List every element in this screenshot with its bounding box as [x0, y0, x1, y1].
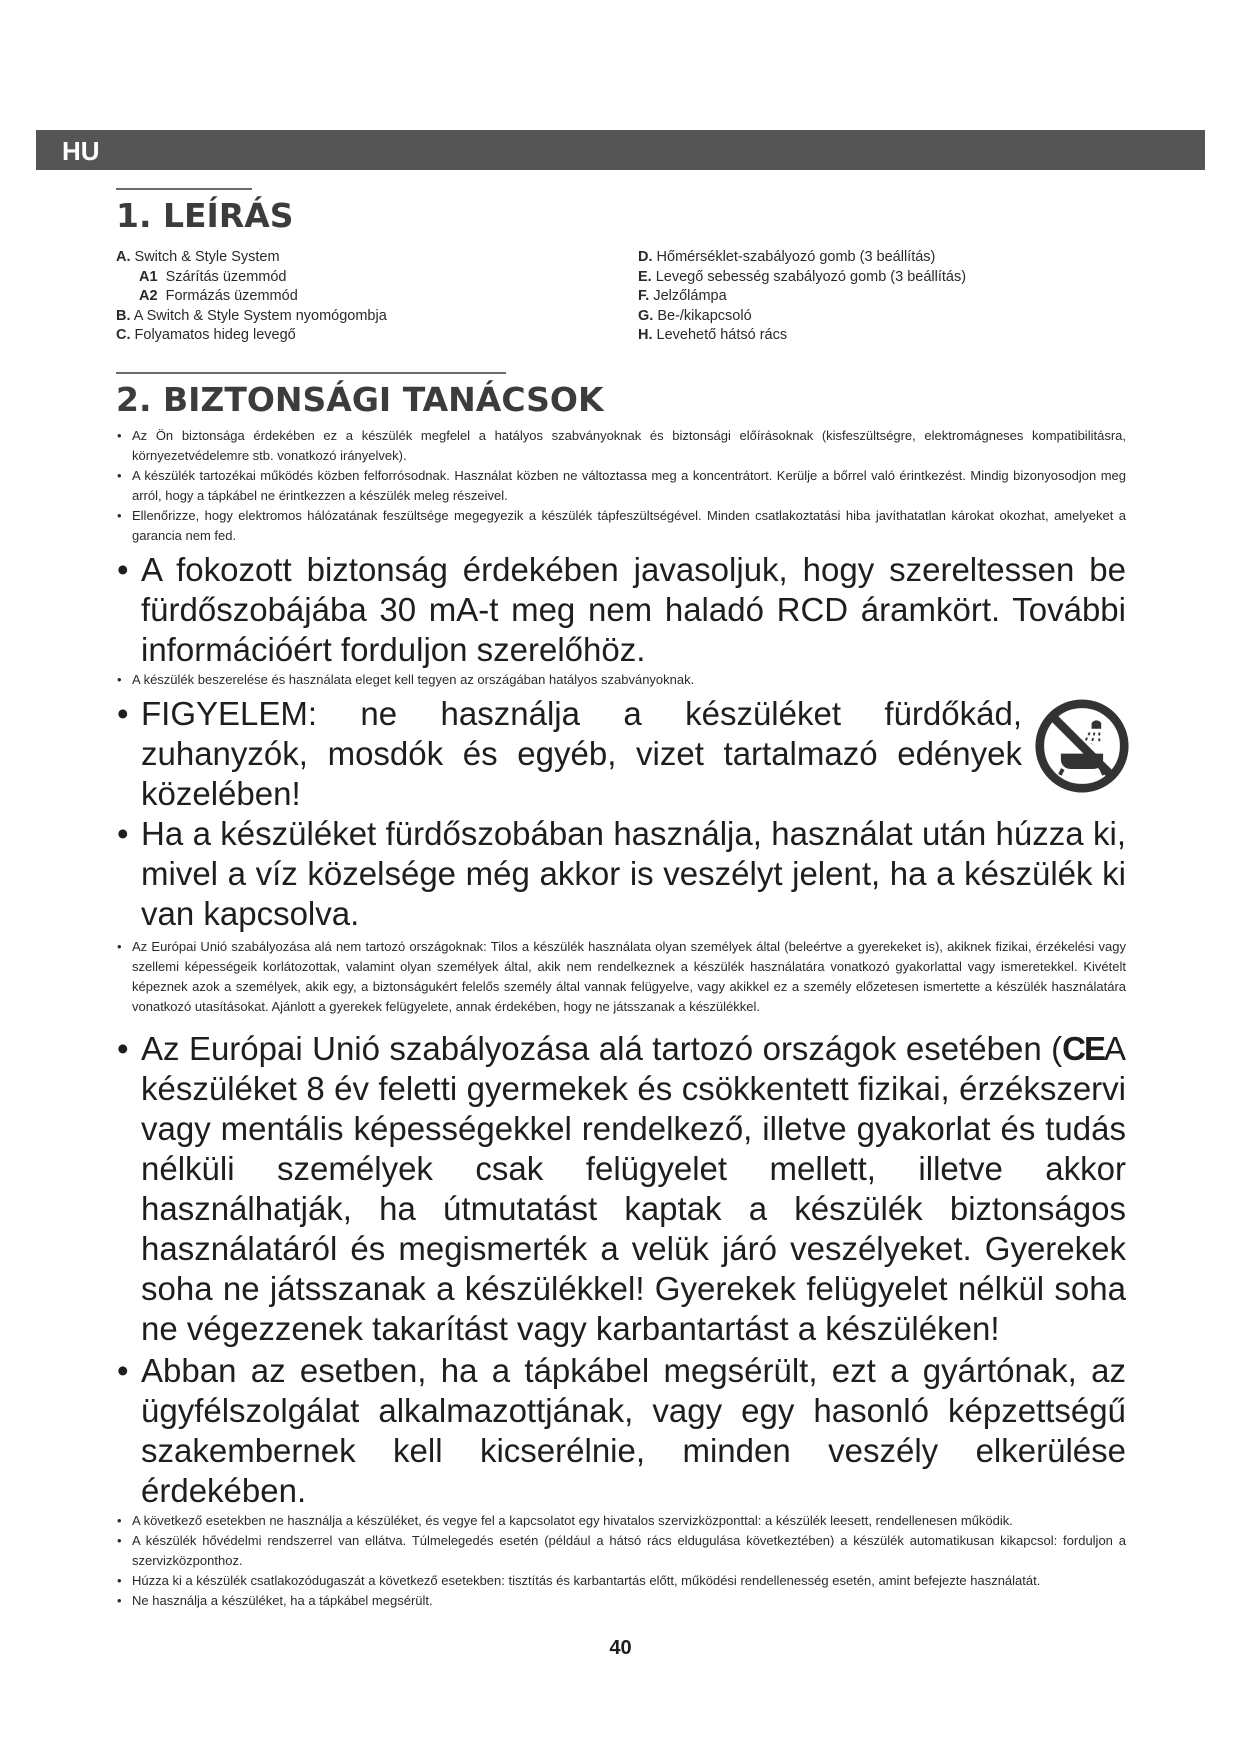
safety-item: • A következő esetekben ne használja a készüléket, és vegye fel a kapcsolatot egy hivatalos szervizközponttal: a készülék leesett, rendellenesen működik. — [116, 1511, 1126, 1531]
description-item: B. A Switch & Style System nyomógombja — [116, 307, 387, 324]
safety-item: • A készülék tartozékai működés közben felforrósodnak. Használat közben ne változtassa meg a koncentrátort. Kerülje a bőrrel való érintkezést. Mindig bizonyosodjon meg arról, hogy a tápkábel ne érintkezzen a készülék meleg részeivel. — [116, 466, 1126, 506]
safety-list — [116, 426, 1126, 1611]
ce-mark: CE — [1062, 1030, 1104, 1067]
description-item: A. Switch & Style System — [116, 249, 280, 265]
description-item: D. Hőmérséklet-szabályozó gomb (3 beállítás) — [638, 249, 936, 265]
safety-item: • Az Ön biztonsága érdekében ez a készülék megfelel a hatályos szabványoknak és biztonsági előírásoknak (kisfeszültségre, elektromágneses kompatibilitásra, környezetvédelemre stb. vonatkozó irányelvek). — [116, 426, 1126, 466]
description-item: C. Folyamatos hideg levegő — [116, 327, 296, 343]
description-item: F. Jelzőlámpa — [638, 288, 727, 304]
page-number: 40 — [609, 1637, 632, 1659]
section-title-safety: 2. BIZTONSÁGI TANÁCSOK — [116, 372, 506, 419]
description-list-right — [638, 248, 966, 346]
safety-item: • A készülék hővédelmi rendszerrel van ellátva. Túlmelegedés esetén (például a hátsó rács eldugulása következtében) a készülék automatikusan kikapcsol: forduljon a szervizközponthoz. — [116, 1531, 1126, 1571]
no-water-icon — [1034, 698, 1130, 794]
safety-item: • Az Európai Unió szabályozása alá nem tartozó országoknak: Tilos a készülék használata olyan személyek által (beleértve a gyerekeket is), akiknek fizikai, érzékelési vagy szellemi képességeik korlátozottak, valamint olyan személyek által, akik nem rendelkeznek a készülék használatára vonatkozó gyakorlattal vagy ismeretekkel. Kivételt képeznek azok a személyek, akik egy, a biztonságukért felelős személy által vannak felügyelve, vagy akikkel ez a személy előzetesen ismertette a készülék használatára vonatkozó utasításokat. Ajánlott a gyerekek felügyelete, annak érdekében, hogy ne játsszanak a készülékkel. — [116, 937, 1126, 1017]
description-list-left — [116, 248, 387, 346]
description-item: H. Levehető hátsó rács — [638, 327, 788, 343]
language-code: HU — [62, 136, 100, 166]
safety-item: • Ne használja a készüléket, ha a tápkábel megsérült. — [116, 1591, 1126, 1611]
description-item: G. Be-/kikapcsoló — [638, 307, 752, 324]
safety-item: • Húzza ki a készülék csatlakozódugaszát a következő esetekben: tisztítás és karbantartás előtt, működési rendellenesség esetén, amint befejezte használatát. — [116, 1571, 1126, 1591]
description-subitem: A2 Formázás üzemmód — [139, 288, 298, 304]
safety-item: • A készülék beszerelése és használata eleget kell tegyen az országában hatályos szabványoknak. — [116, 670, 1126, 690]
safety-item-large: • FIGYELEM: ne használja a készüléket fürdőkád, zuhanyzók, mosdók és egyéb, vizet tartalmazó edények közelében! — [116, 694, 1126, 814]
safety-item-large: • Abban az esetben, ha a tápkábel megsérült, ezt a gyártónak, az ügyfélszolgálat alkalmazottjának, vagy egy hasonló képzettségű szakembernek kell kicserélnie, minden veszély elkerülése érdekében. — [116, 1351, 1126, 1511]
safety-item-large: • Ha a készüléket fürdőszobában használja, használat után húzza ki, mivel a víz közelsége még akkor is veszélyt jelent, ha a készülék ki van kapcsolva. — [116, 814, 1126, 934]
description-item: E. Levegő sebesség szabályozó gomb (3 beállítás) — [638, 268, 967, 285]
safety-item-large: • A fokozott biztonság érdekében javasoljuk, hogy szereltessen be fürdőszobájába 30 mA-t meg nem haladó RCD áramkört. További információért forduljon szerelőhöz. — [116, 550, 1126, 670]
section-title-description: 1. LEÍRÁS — [116, 188, 252, 235]
safety-item: • Ellenőrizze, hogy elektromos hálózatának feszültsége megegyezik a készülék tápfeszültségével. Minden csatlakoztatási hiba javíthatatlan károkat okozhat, amelyeket a garancia nem fed. — [116, 506, 1126, 546]
description-subitem: A1 Szárítás üzemmód — [139, 268, 287, 285]
safety-item-large: • Az Európai Unió szabályozása alá tartozó országok esetében (CEA készüléket 8 év feletti gyermekek és csökkentett fizikai, érzékszervi vagy mentális képességekkel rendelkező, illetve gyakorlat és tudás nélküli személyek csak felügyelet mellett, illetve akkor használhatják, ha útmutatást kaptak a készülék biztonságos használatáról és megismerték a velük járó veszélyeket. Gyerekek soha ne játsszanak a készülékkel! Gyerekek felügyelet nélkül soha ne végezzenek takarítást vagy karbantartást a készüléken! — [116, 1029, 1126, 1349]
language-header-bar — [36, 130, 1205, 170]
